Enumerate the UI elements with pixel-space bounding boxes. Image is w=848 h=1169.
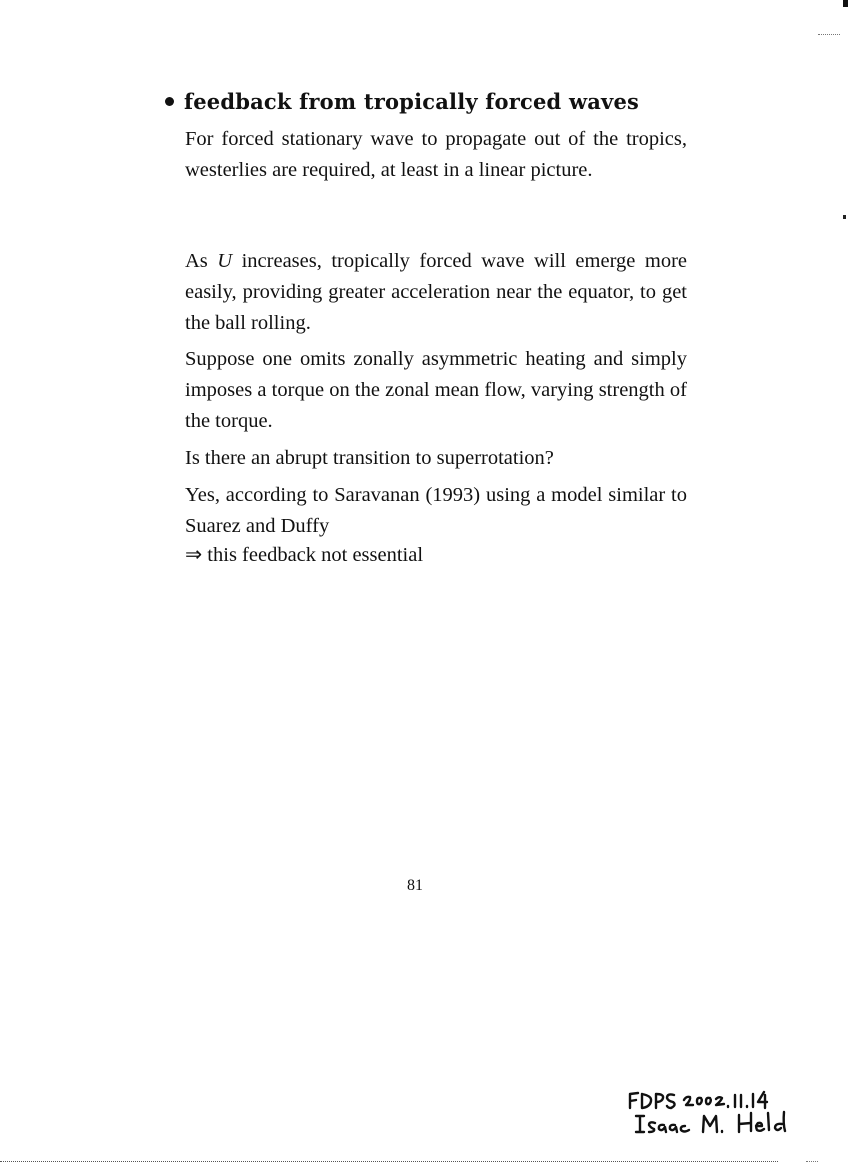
- paragraph-text: increases, tropically forced wave will emerge more easily, providing greater acceleration near the equator, to get the ball rolling.: [185, 250, 687, 334]
- paragraph-u-increases: [185, 246, 687, 338]
- variable-u: U: [217, 250, 233, 272]
- handwritten-signature: [624, 1088, 799, 1138]
- bullet-icon: [165, 97, 174, 106]
- section-heading: feedback from tropically forced waves: [184, 89, 640, 114]
- paragraph-westerlies: For forced stationary wave to propagate out of the tropics, westerlies are required, at least in a linear picture.: [185, 128, 687, 181]
- scan-bottom-edge: [0, 1161, 778, 1162]
- paragraph-saravanan: Yes, according to Saravanan (1993) using a model similar to Suarez and Duffy: [185, 484, 687, 537]
- scan-edge-dots: [818, 34, 840, 35]
- scan-speck: [843, 215, 846, 219]
- page-number: 81: [407, 877, 423, 894]
- paragraph-torque: Suppose one omits zonally asymmetric heating and simply imposes a torque on the zonal mean flow, varying strength of the torque.: [185, 348, 687, 432]
- scan-bottom-edge-right: [806, 1161, 818, 1162]
- paragraph-question: Is there an abrupt transition to superrotation?: [185, 447, 554, 469]
- paragraph-conclusion: ⇒ this feedback not essential: [185, 544, 424, 566]
- scan-corner-mark: [843, 0, 848, 7]
- paragraph-text: As: [185, 250, 218, 272]
- bullet-heading-line: [165, 88, 725, 118]
